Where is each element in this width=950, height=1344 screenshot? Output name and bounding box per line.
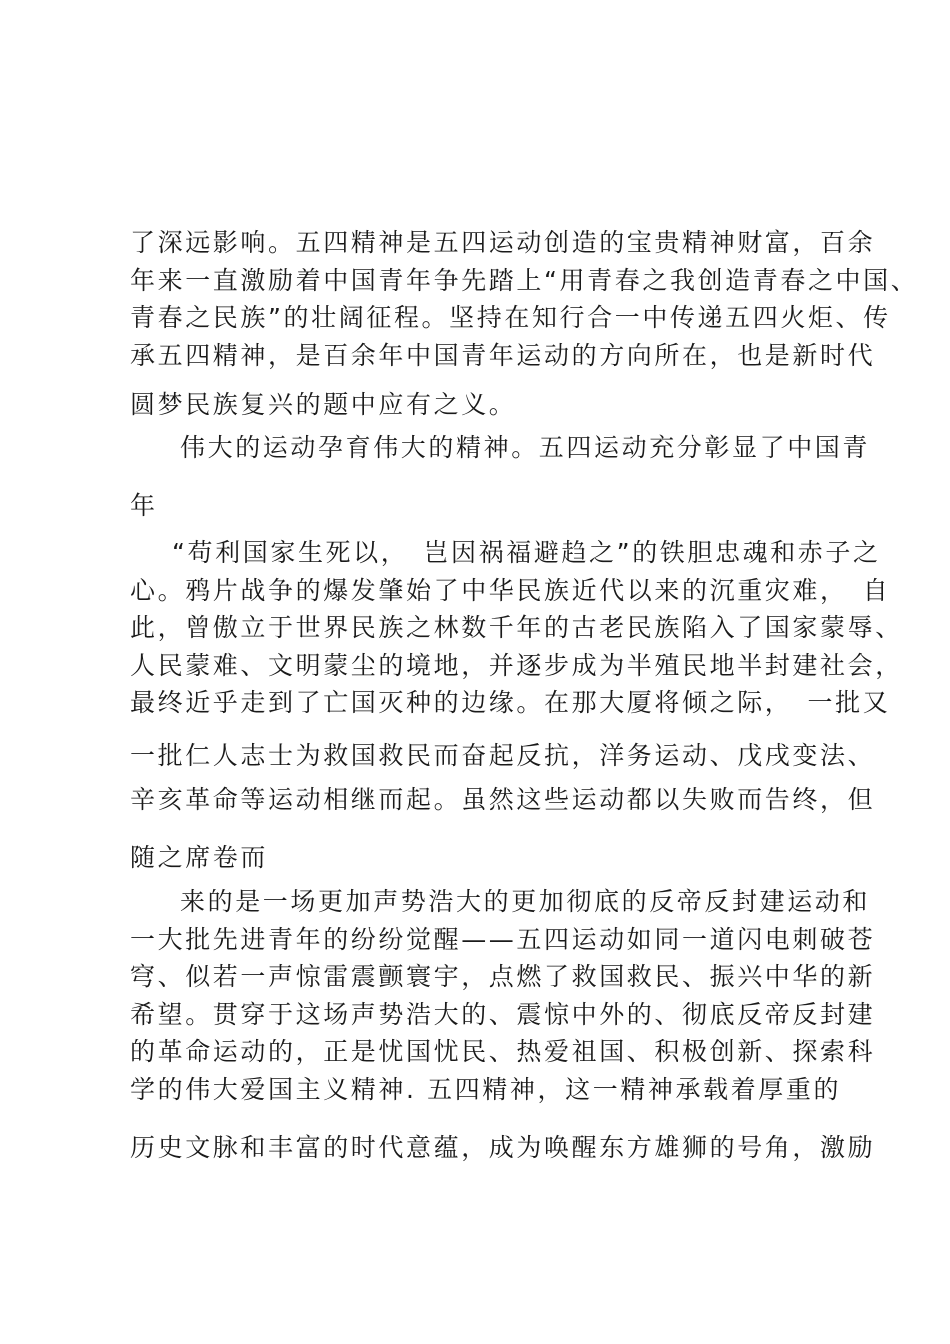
paragraph-line: 辛亥革命等运动相继而起。虽然这些运动都以失败而告终，但 [130, 785, 876, 814]
paragraph-line: 人民蒙难、文明蒙尘的境地，并逐步成为半殖民地半封建社会， [130, 651, 903, 680]
paragraph-line: 穹、似若一声惊雷震颤寰宇，点燃了救国救民、振兴中华的新 [130, 962, 876, 991]
paragraph-line: 最终近乎走到了亡国灭种的边缘。在那大厦将倾之际， 一批又 [130, 688, 891, 717]
paragraph-line: 学的伟大爱国主义精神. 五四精神，这一精神承载着厚重的 [130, 1075, 842, 1104]
paragraph-line: 一大批先进青年的纷纷觉醒——五四运动如同一道闪电刺破苍 [130, 925, 876, 954]
paragraph-line: 青春之民族”的壮阔征程。坚持在知行合一中传递五四火炬、传 [130, 303, 891, 332]
paragraph-line: 随之席卷而 [130, 843, 269, 872]
paragraph-line: 一批仁人志士为救国救民而奋起反抗，洋务运动、戊戌变法、 [130, 741, 876, 770]
paragraph-line: 心。鸦片战争的爆发肇始了中华民族近代以来的沉重灾难， 自 [130, 576, 891, 605]
paragraph-line: “苟利国家生死以， 岂因祸福避趋之”的铁胆忠魂和赤子之 [172, 538, 881, 567]
paragraph-line: 的革命运动的，正是忧国忧民、热爱祖国、积极创新、探索科 [130, 1037, 876, 1066]
paragraph-line: 承五四精神，是百余年中国青年运动的方向所在，也是新时代 [130, 341, 876, 370]
paragraph-line: 圆梦民族复兴的题中应有之义。 [130, 390, 517, 419]
paragraph-line: 年来一直激励着中国青年争先踏上“用青春之我创造青春之中国、 [130, 266, 919, 295]
paragraph-line: 了深远影响。五四精神是五四运动创造的宝贵精神财富，百余 [130, 228, 876, 257]
paragraph-line: 历史文脉和丰富的时代意蕴，成为唤醒东方雄狮的号角，激励 [130, 1133, 876, 1162]
paragraph-line: 伟大的运动孕育伟大的精神。五四运动充分彰显了中国青 [180, 433, 871, 462]
paragraph-line: 年 [130, 491, 158, 520]
paragraph-line: 此，曾傲立于世界民族之林数千年的古老民族陷入了国家蒙辱、 [130, 613, 903, 642]
paragraph-line: 希望。贯穿于这场声势浩大的、震惊中外的、彻底反帝反封建 [130, 1000, 876, 1029]
paragraph-line: 来的是一场更加声势浩大的更加彻底的反帝反封建运动和 [180, 887, 871, 916]
